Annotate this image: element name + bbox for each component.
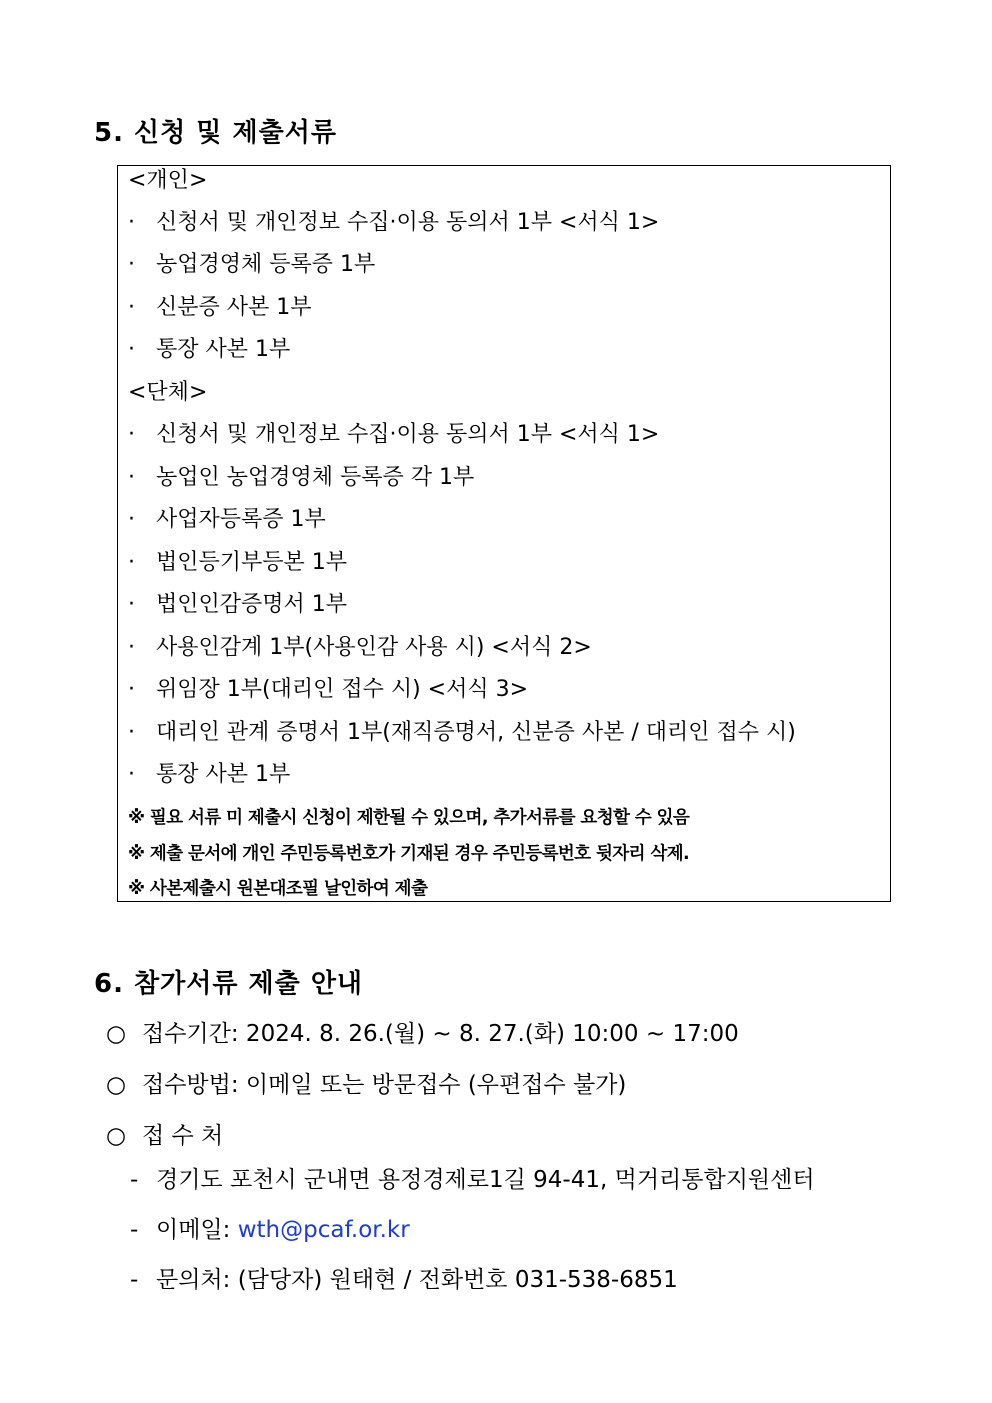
note-line: ※ 제출 문서에 개인 주민등록번호가 기재된 경우 주민등록번호 뒷자리 삭제. bbox=[128, 844, 690, 864]
contact-line: - 문의처: (담당자) 원태현 / 전화번호 031-538-6851 bbox=[130, 1267, 678, 1293]
list-item: · 사용인감계 1부(사용인감 사용 시) <서식 2> bbox=[128, 635, 592, 660]
address-line: - 경기도 포천시 군내면 용정경제로1길 94-41, 먹거리통합지원센터 bbox=[130, 1167, 815, 1193]
list-item: · 대리인 관계 증명서 1부(재직증명서, 신분증 사본 / 대리인 접수 시) bbox=[128, 720, 796, 745]
list-item: · 법인인감증명서 1부 bbox=[128, 592, 348, 617]
list-item: · 신분증 사본 1부 bbox=[128, 295, 312, 320]
list-item: · 신청서 및 개인정보 수집·이용 동의서 1부 <서식 1> bbox=[128, 422, 660, 447]
group-label: <단체> bbox=[128, 380, 208, 405]
list-item: · 위임장 1부(대리인 접수 시) <서식 3> bbox=[128, 677, 529, 702]
email-line: - 이메일: wth@pcaf.or.kr bbox=[130, 1217, 410, 1243]
email-link[interactable]: wth@pcaf.or.kr bbox=[237, 1217, 410, 1243]
list-item: · 신청서 및 개인정보 수집·이용 동의서 1부 <서식 1> bbox=[128, 210, 660, 235]
required-documents-box bbox=[117, 165, 891, 902]
list-item: · 통장 사본 1부 bbox=[128, 762, 291, 787]
list-item: · 농업경영체 등록증 1부 bbox=[128, 252, 376, 277]
individual-label: <개인> bbox=[128, 168, 208, 193]
note-line: ※ 사본제출시 원본대조필 날인하여 제출 bbox=[128, 879, 428, 899]
submission-method: ○ 접수방법: 이메일 또는 방문접수 (우편접수 불가) bbox=[106, 1072, 627, 1098]
section-6-heading: 6. 참가서류 제출 안내 bbox=[94, 969, 364, 999]
list-item: · 통장 사본 1부 bbox=[128, 337, 291, 362]
note-line: ※ 필요 서류 미 제출시 신청이 제한될 수 있으며, 추가서류를 요청할 수 있음 bbox=[128, 808, 690, 828]
list-item: · 농업인 농업경영체 등록증 각 1부 bbox=[128, 465, 475, 490]
submission-place-label: ○ 접 수 처 bbox=[106, 1123, 224, 1149]
list-item: · 사업자등록증 1부 bbox=[128, 507, 326, 532]
list-item: · 법인등기부등본 1부 bbox=[128, 550, 348, 575]
submission-period: ○ 접수기간: 2024. 8. 26.(월) ~ 8. 27.(화) 10:00 ~ 17:00 bbox=[106, 1021, 739, 1047]
section-5-heading: 5. 신청 및 제출서류 bbox=[94, 118, 337, 148]
